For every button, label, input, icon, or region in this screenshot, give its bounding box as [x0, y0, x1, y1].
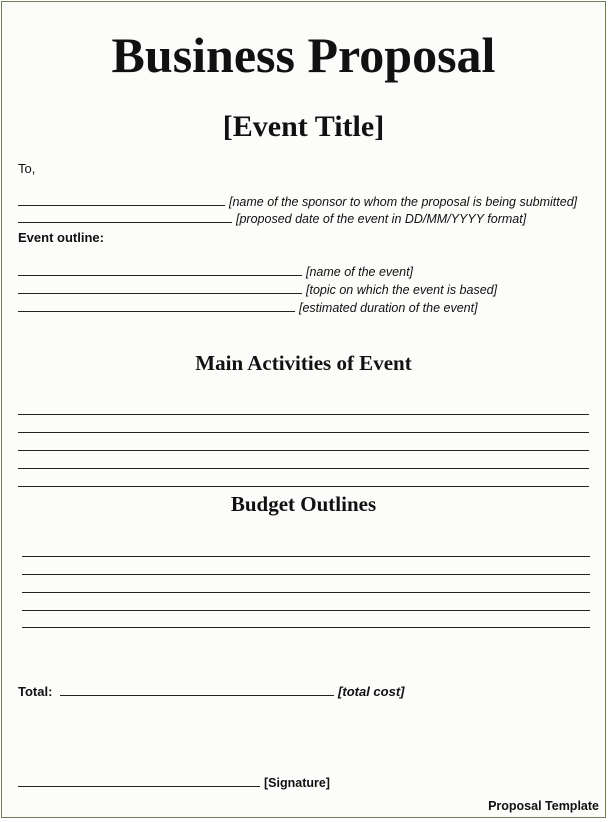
- budget-rule[interactable]: [22, 627, 590, 628]
- signature-line: [18, 774, 330, 791]
- proposal-page: [1, 1, 606, 818]
- activities-rule[interactable]: [18, 486, 589, 487]
- sponsor-blank[interactable]: [18, 193, 225, 206]
- event-name-line: [18, 263, 413, 280]
- footer-label: Proposal Template: [488, 799, 599, 813]
- event-name-hint: [name of the event]: [306, 265, 414, 279]
- topic-line: [18, 281, 497, 298]
- event-name-blank[interactable]: [18, 263, 302, 276]
- total-line: [18, 683, 405, 700]
- signature-hint: [Signature]: [264, 776, 330, 790]
- topic-hint: [topic on which the event is based]: [306, 283, 498, 297]
- signature-blank[interactable]: [18, 774, 260, 787]
- total-blank[interactable]: [60, 683, 334, 696]
- sponsor-hint: [name of the sponsor to whom the proposal is being submitted]: [229, 195, 578, 209]
- duration-blank[interactable]: [18, 299, 295, 312]
- activities-rule[interactable]: [18, 432, 589, 433]
- total-hint: [total cost]: [338, 684, 405, 699]
- activities-rule[interactable]: [18, 414, 589, 415]
- budget-rule[interactable]: [22, 574, 590, 575]
- sponsor-line: [18, 193, 577, 210]
- event-outline-label: Event outline:: [18, 230, 104, 245]
- total-label: Total:: [18, 684, 53, 699]
- budget-rule[interactable]: [22, 592, 590, 593]
- activities-rule[interactable]: [18, 468, 589, 469]
- salutation: To,: [18, 161, 36, 176]
- date-line: [18, 210, 526, 227]
- topic-blank[interactable]: [18, 281, 302, 294]
- date-blank[interactable]: [18, 210, 232, 223]
- budget-rule[interactable]: [22, 610, 590, 611]
- duration-line: [18, 299, 478, 316]
- date-hint: [proposed date of the event in DD/MM/YYYY format]: [236, 212, 527, 226]
- budget-rule[interactable]: [22, 556, 590, 557]
- budget-heading: Budget Outlines: [230, 492, 377, 516]
- event-title: [Event Title]: [222, 110, 385, 143]
- activities-rule[interactable]: [18, 450, 589, 451]
- document-title: Business Proposal: [111, 27, 496, 83]
- activities-heading: Main Activities of Event: [195, 351, 412, 375]
- duration-hint: [estimated duration of the event]: [299, 301, 478, 315]
